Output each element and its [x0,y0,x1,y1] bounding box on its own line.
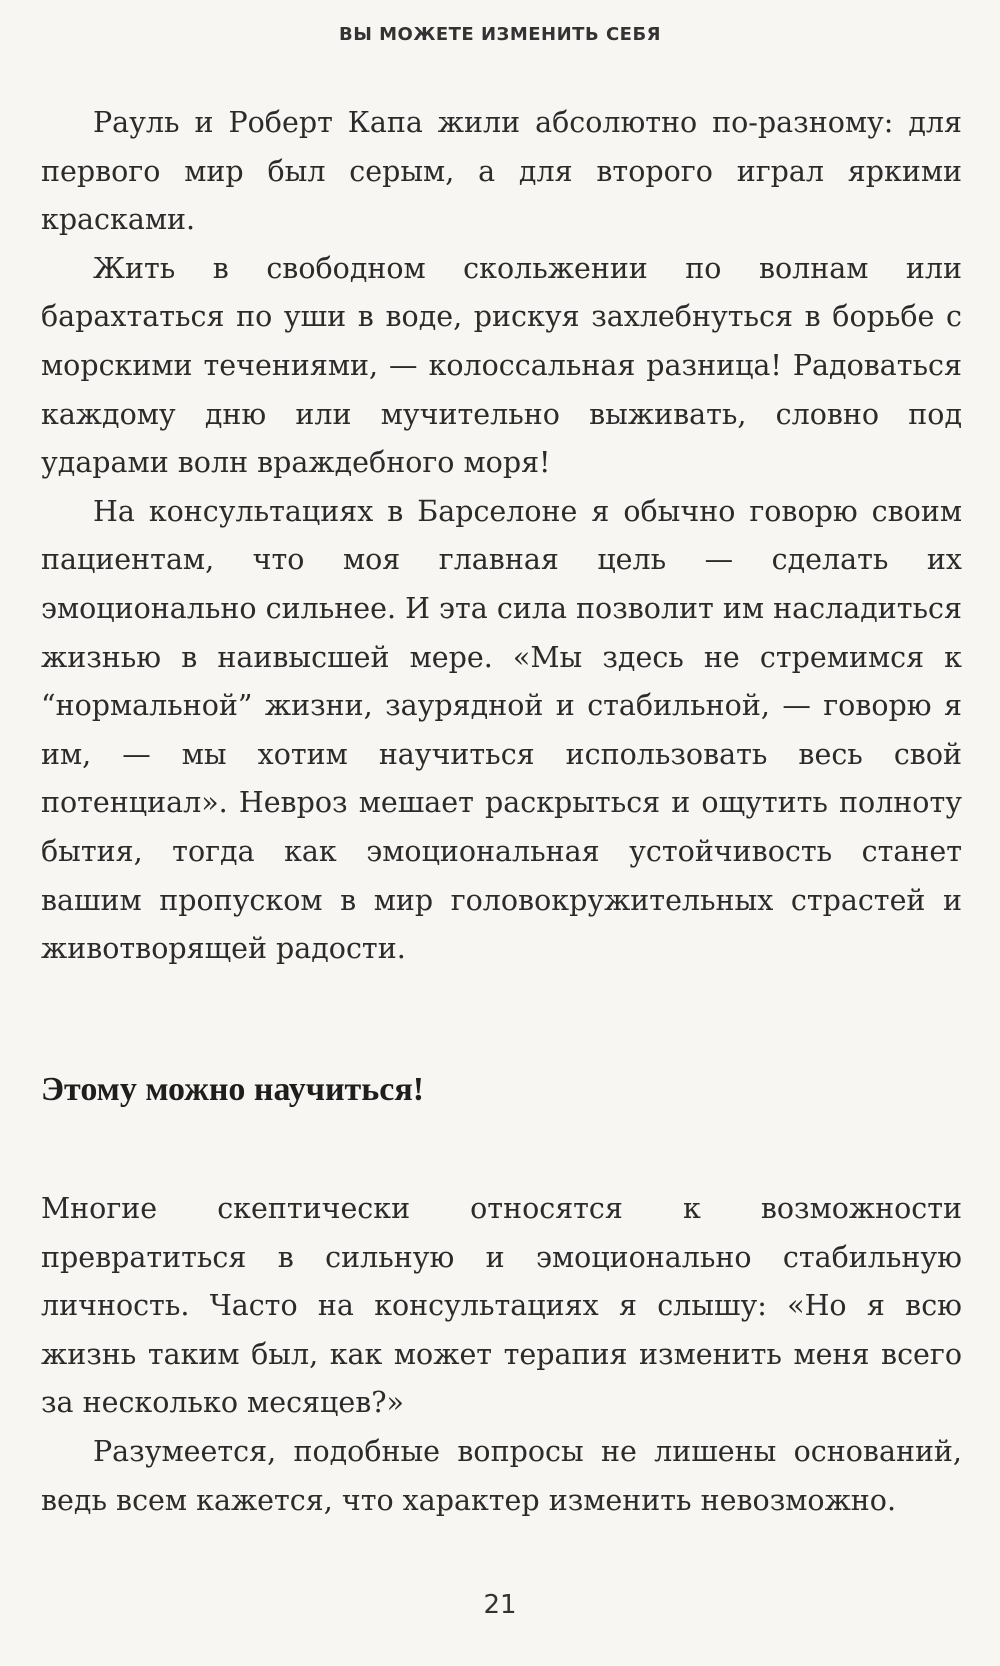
paragraph: Жить в свободном скольжении по волнам или барахтаться по уши в воде, рискуя захлебнуться в борьбе с морскими течениями, — колоссальная разница! Радоваться каждому дню или мучительно выживать, словно под ударами волн враждебного моря! [41,251,962,480]
paragraph: Многие скептически относятся к возможности превратиться в сильную и эмоционально стабильную личность. Часто на консультациях я слышу: «Но я всю жизнь таким был, как может терапия изменить меня всего за несколько месяцев?» [41,1192,962,1420]
section-heading: Этому можно научиться! [41,1071,425,1108]
paragraph: Рауль и Роберт Капа жили абсолютно по-разному: для первого мир был серым, а для второго играл яркими красками. [41,106,962,237]
paragraph: Разумеется, подобные вопросы не лишены оснований, ведь всем кажется, что характер изменить невозможно. [41,1434,962,1517]
section-intro-text [41,99,962,974]
page-number: 21 [483,1590,517,1620]
running-header: ВЫ МОЖЕТЕ ИЗМЕНИТЬ СЕБЯ [338,24,662,45]
section-body-text [41,1185,962,1525]
paragraph: На консультациях в Барселоне я обычно говорю своим пациентам, что моя главная цель — сделать их эмоционально сильнее. И эта сила позволит им насладиться жизнью в наивысшей мере. «Мы здесь не стремимся к “нормальной” жизни, заурядной и стабильной, — говорю я им, — мы хотим научиться использовать весь свой потенциал». Невроз мешает раскрыться и ощутить полноту бытия, тогда как эмоциональная устойчивость станет вашим пропуском в мир головокружительных страстей и животворящей радости. [41,494,962,966]
